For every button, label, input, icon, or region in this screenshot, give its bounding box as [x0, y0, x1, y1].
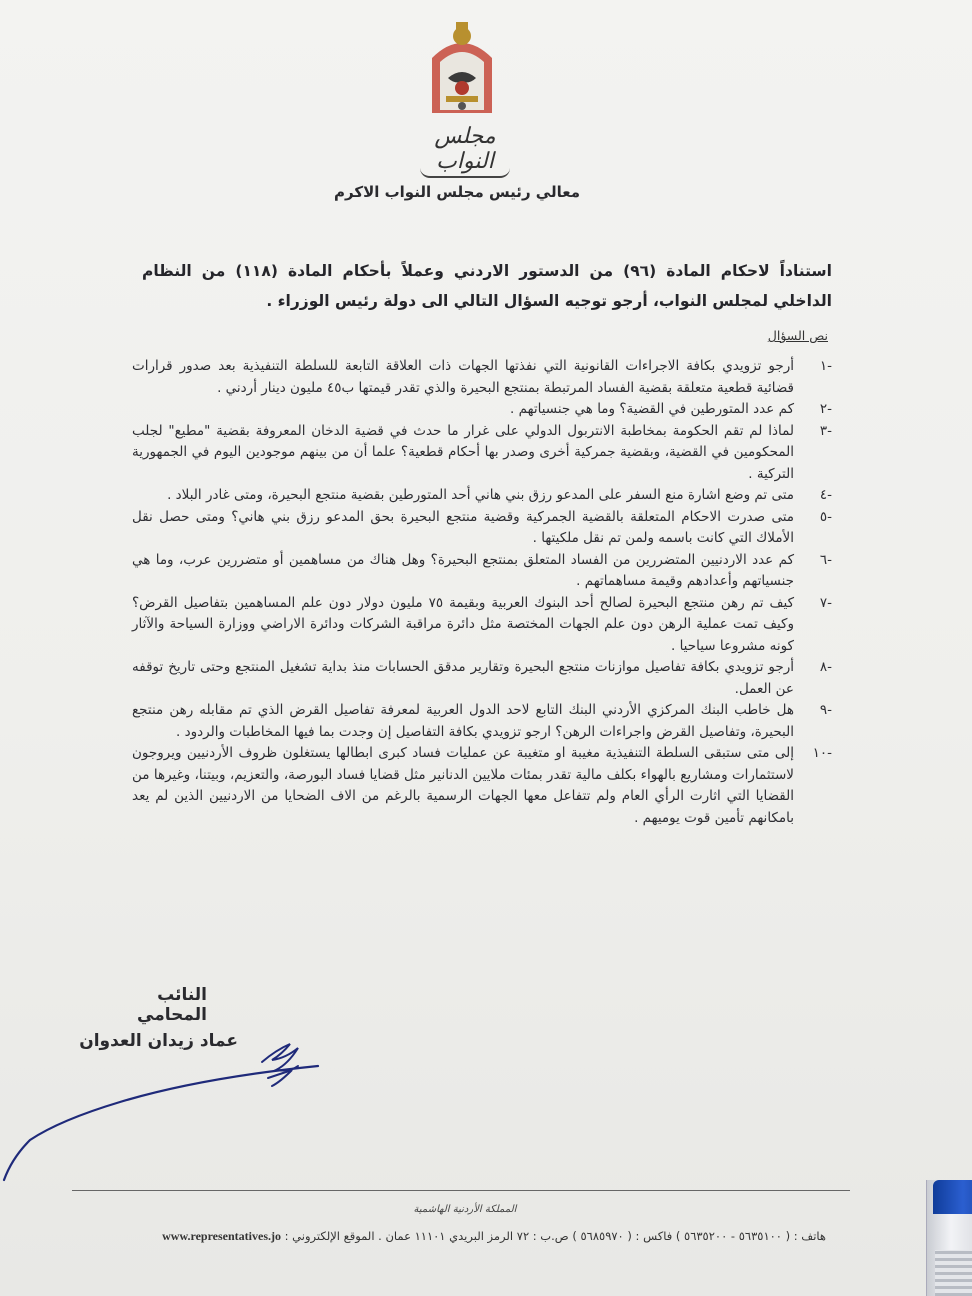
- question-number: -٦: [819, 551, 832, 568]
- question-item: [132, 593, 832, 658]
- questions-label: نص السؤال: [767, 328, 828, 343]
- question-number: -٩: [819, 702, 832, 718]
- question-text: كم عدد الاردنيين المتضررين من الفساد المتعلق بمنتجع البحيرة؟ وهل هناك من مساهمين أو متضررين عرب، وما هي جنسياتهم وأعدادهم وقيمة مساهماتهم .: [132, 551, 794, 589]
- jordan-coat-of-arms-icon: [426, 18, 498, 118]
- footer-contact: [96, 1229, 826, 1244]
- questions-list: [132, 356, 832, 829]
- question-text: كيف تم رهن منتجع البحيرة لصالح أحد البنوك العربية وبقيمة ٧٥ مليون دولار دون علم المساهمين بتفاصيل القرض؟ وكيف تمت عملية الرهن دون علم الجهات المختصة مثل دائرة مراقبة الشركات ودائرة الاراضي ووزارة السياحة والآثار كونه مشروعا سياحيا .: [132, 594, 794, 654]
- footer-website-link[interactable]: www.representatives.jo: [162, 1229, 281, 1243]
- question-item: [132, 550, 832, 593]
- bottle-label: [935, 1250, 972, 1296]
- question-number: -١٠: [812, 745, 832, 761]
- council-logo: [405, 124, 525, 178]
- question-item: [132, 657, 832, 700]
- intro-paragraph: استناداً لاحكام المادة (٩٦) من الدستور الاردني وعملاً بأحكام المادة (١١٨) من النظام الداخلي لمجلس النواب، أرجو توجيه السؤال التالي الى دولة رئيس الوزراء .: [142, 262, 832, 310]
- question-text: متى تم وضع اشارة منع السفر على المدعو رزق بني هاني أحد المتورطين بقضية منتجع البحيرة، ومتى غادر البلاد .: [167, 487, 794, 503]
- question-text: أرجو تزويدي بكافة الاجراءات القانونية التي نفذتها الجهات ذات العلاقة التابعة للسلطة التنفيذية بعد صدور قرارات قضائية قطعية متعلقة بقضية الفساد المرتبطة بمنتجع البحيرة والذي تقدر قيمتها ب٤٥ مليون دينار أردني .: [132, 358, 794, 396]
- signatory-name: عماد زيدان العدوان: [79, 1031, 238, 1051]
- handwritten-signature-icon: [0, 1030, 330, 1190]
- council-logo-text: مجلس النواب: [434, 124, 496, 174]
- question-item: [132, 743, 832, 829]
- question-item: [132, 507, 832, 550]
- question-number: -٨: [819, 659, 832, 675]
- question-item: [132, 399, 832, 421]
- question-text: هل خاطب البنك المركزي الأردني البنك التابع لاحد الدول العربية لمعرفة تفاصيل القرض الذي تم مقابله رهن منتجع البحيرة، وتفاصيل القرض واجراءات الرهن؟ ارجو تزويدي بكافة التفاصيل إن وجدت بما فيها المخاطبات والردود .: [132, 702, 794, 740]
- signatory-title: النائب المحامي: [137, 985, 207, 1025]
- footer-kingdom-logo: المملكة الأردنية الهاشمية: [413, 1204, 517, 1215]
- question-number: -٤: [819, 487, 832, 503]
- footer-contact-text: هاتف : ( ٥٦٣٥١٠٠ - ٥٦٣٥٢٠٠ ) فاكس : ( ٥٦٨٥٩٧٠ ) ص.ب : ٧٢ الرمز البريدي ١١١٠١ عمان . الموقع الإلكتروني :: [284, 1229, 826, 1243]
- question-text: أرجو تزويدي بكافة تفاصيل موازنات منتجع البحيرة وتقارير مدقق الحسابات منذ بداية تشغيل المنتجع وحتى تاريخ توقفه عن العمل.: [132, 659, 794, 697]
- question-number: -٥: [819, 508, 832, 525]
- question-number: -٣: [819, 422, 832, 439]
- footer-divider: [72, 1190, 850, 1191]
- addressee: معالي رئيس مجلس النواب الاكرم: [334, 183, 580, 201]
- bottle-object: [926, 1180, 972, 1296]
- question-number: -٧: [819, 594, 832, 611]
- question-text: كم عدد المتورطين في القضية؟ وما هي جنسياتهم .: [510, 401, 794, 417]
- question-item: [132, 700, 832, 743]
- question-number: -١: [819, 358, 832, 374]
- question-text: متى صدرت الاحكام المتعلقة بالقضية الجمركية وقضية منتجع البحيرة بحق المدعو رزق بني هاني؟ ومتى حصل نقل الأملاك التي كانت باسمه ولمن تم نقل ملكيتها .: [132, 508, 794, 546]
- question-item: [132, 356, 832, 399]
- question-number: -٢: [819, 401, 832, 417]
- question-item: [132, 485, 832, 507]
- question-text: إلى متى ستبقى السلطة التنفيذية مغيبة او متغيبة عن عمليات فساد كبرى ابطالها يستغلون ظروف الأردنيين ويروجون لاستثمارات ومشاريع بالهواء بكلف مالية تقدر بمئات ملايين الدنانير مثل قضايا فساد البورصة، والتعزيم، وبيتنا، وغيرها من القضايا التي اثارت الرأي العام ولم تتفاعل معها الجهات الرسمية بالرغم من الاف الضحايا من الاردنيين الذين لم يعد بامكانهم تأمين قوت يوميهم .: [132, 745, 794, 826]
- question-text: لماذا لم تقم الحكومة بمخاطبة الانتربول الدولي على غرار ما حدث في قضية الدخان المعروفة بقضية "مطيع" لجلب المحكومين في القضية، وبقضية جمركية أخرى وصدر بها أحكام قطعية؟ علما أن من بينهم موجودين اليوم في الجمهورية التركية .: [132, 422, 794, 482]
- question-item: [132, 421, 832, 486]
- bottle-cap: [933, 1180, 972, 1214]
